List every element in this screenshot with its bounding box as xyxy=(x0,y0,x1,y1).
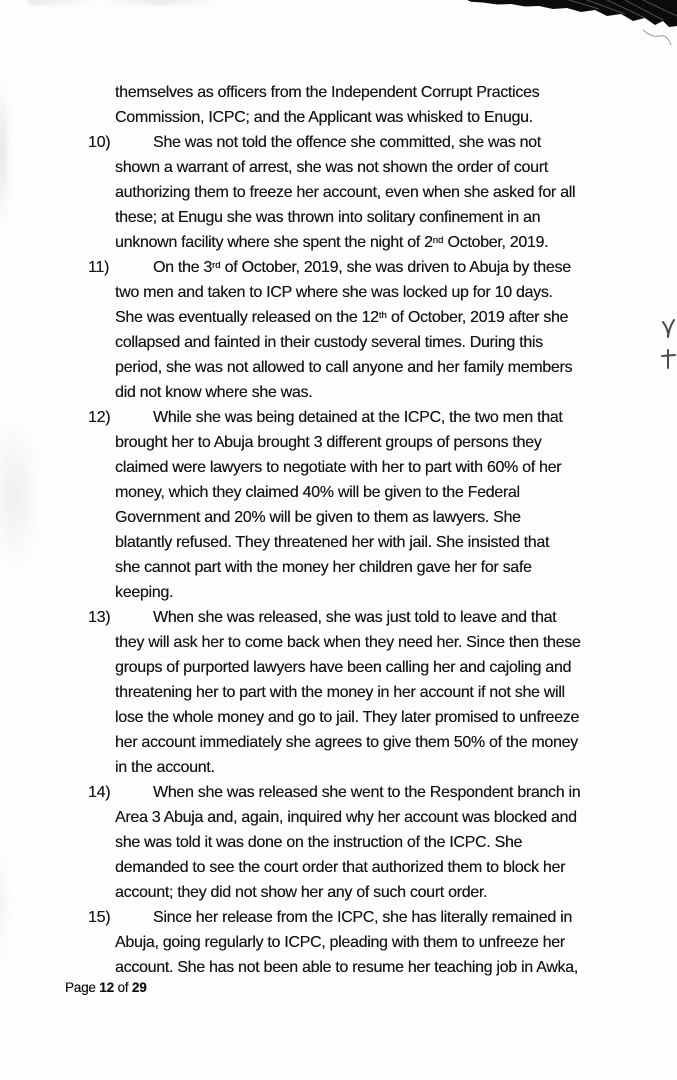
paragraph-number: 11) xyxy=(88,259,110,276)
text-line: she was told it was done on the instruction of the ICPC. She xyxy=(115,834,523,851)
footer-label-page: Page xyxy=(65,980,96,995)
text-run: of October, 2019 after she xyxy=(386,309,569,326)
text-line: blatantly refused. They threatened her with jail. She insisted that xyxy=(115,534,550,551)
edge-ink-mark-upper xyxy=(663,320,674,337)
text-line: these; at Enugu she was thrown into solitary confinement in an xyxy=(115,209,541,226)
scan-scratch-squiggle xyxy=(643,30,671,45)
paragraph xyxy=(88,130,633,255)
text-run: of October, 2019, she was driven to Abuja by these xyxy=(220,259,571,276)
text-line: they will ask her to come back when they need her. Since then these xyxy=(115,634,581,651)
text-line: brought her to Abuja brought 3 different groups of persons they xyxy=(115,434,542,451)
text-line: shown a warrant of arrest, she was not shown the order of court xyxy=(115,159,548,176)
paragraph xyxy=(88,405,633,605)
text-line: money, which they claimed 40% will be given to the Federal xyxy=(115,484,520,501)
ordinal-superscript: nd xyxy=(432,234,444,246)
text-line: While she was being detained at the ICPC, the two men that xyxy=(153,409,563,426)
text-line: her account immediately she agrees to give them 50% of the money xyxy=(115,734,578,751)
text-line: groups of purported lawyers have been calling her and cajoling and xyxy=(115,659,572,676)
paragraph xyxy=(88,905,633,980)
text-line: she cannot part with the money her children gave her for safe xyxy=(115,559,532,576)
ordinal-superscript: th xyxy=(378,309,387,321)
footer-total-pages: 29 xyxy=(131,980,147,995)
paragraph-number: 12) xyxy=(88,409,111,426)
scan-smudge-left-middle xyxy=(0,420,38,570)
text-line: account; they did not show her any of such court order. xyxy=(115,884,488,901)
text-line: themselves as officers from the Independent Corrupt Practices xyxy=(115,84,540,101)
text-line: authorizing them to freeze her account, even when she asked for all xyxy=(115,184,576,201)
text-line: Government and 20% will be given to them as lawyers. She xyxy=(115,509,521,526)
text-line: She was not told the offence she committed, she was not xyxy=(153,134,541,151)
text-line: did not know where she was. xyxy=(115,384,313,401)
scan-smudge-left-upper xyxy=(0,78,10,228)
text-line: Since her release from the ICPC, she has literally remained in xyxy=(153,909,572,926)
text-line: keeping. xyxy=(115,584,174,601)
paragraph xyxy=(88,255,633,405)
paragraph xyxy=(88,80,633,130)
text-line: collapsed and fainted in their custody several times. During this xyxy=(115,334,543,351)
text-run: unknown facility where she spent the night of 2 xyxy=(115,234,433,251)
text-line xyxy=(115,255,633,280)
edge-ink-mark-lower xyxy=(662,350,675,368)
page-footer xyxy=(65,980,147,995)
text-line: two men and taken to ICP where she was locked up for 10 days. xyxy=(115,284,553,301)
text-line: When she was released, she was just told to leave and that xyxy=(153,609,557,626)
scan-smudge-top-left xyxy=(28,0,268,5)
text-block xyxy=(88,80,633,980)
paragraph xyxy=(88,780,633,905)
text-line: When she was released she went to the Respondent branch in xyxy=(153,784,581,801)
paragraph-number: 15) xyxy=(88,909,111,926)
paragraph-number: 14) xyxy=(88,784,111,801)
text-line: claimed were lawyers to negotiate with her to part with 60% of her xyxy=(115,459,562,476)
ordinal-superscript: rd xyxy=(211,259,221,271)
text-line: threatening her to part with the money in her account if not she will xyxy=(115,684,565,701)
text-line: account. She has not been able to resume her teaching job in Awka, xyxy=(115,959,578,976)
text-line: in the account. xyxy=(115,759,215,776)
footer-page-number: 12 xyxy=(99,980,114,995)
text-line: lose the whole money and go to jail. They later promised to unfreeze xyxy=(115,709,580,726)
footer-label-of: of xyxy=(117,980,129,995)
text-run: October, 2019. xyxy=(443,234,549,251)
text-line: Abuja, going regularly to ICPC, pleading with them to unfreeze her xyxy=(115,934,565,951)
text-run: She was eventually released on the 12 xyxy=(115,309,379,326)
text-line: Commission, ICPC; and the Applicant was whisked to Enugu. xyxy=(115,109,533,126)
text-run: On the 3 xyxy=(153,259,212,276)
text-line: period, she was not allowed to call anyone and her family members xyxy=(115,359,573,376)
text-line: Area 3 Abuja and, again, inquired why her account was blocked and xyxy=(115,809,577,826)
scan-wedge-top-right xyxy=(467,0,677,48)
paragraph-number: 13) xyxy=(88,609,111,626)
paragraph-number: 10) xyxy=(88,134,111,151)
text-line xyxy=(115,305,633,330)
scan-smudge-left-lower xyxy=(0,845,8,965)
text-line: demanded to see the court order that authorized them to block her xyxy=(115,859,566,876)
paragraph xyxy=(88,605,633,780)
edge-ink-marks xyxy=(659,318,677,376)
text-line xyxy=(115,230,633,255)
